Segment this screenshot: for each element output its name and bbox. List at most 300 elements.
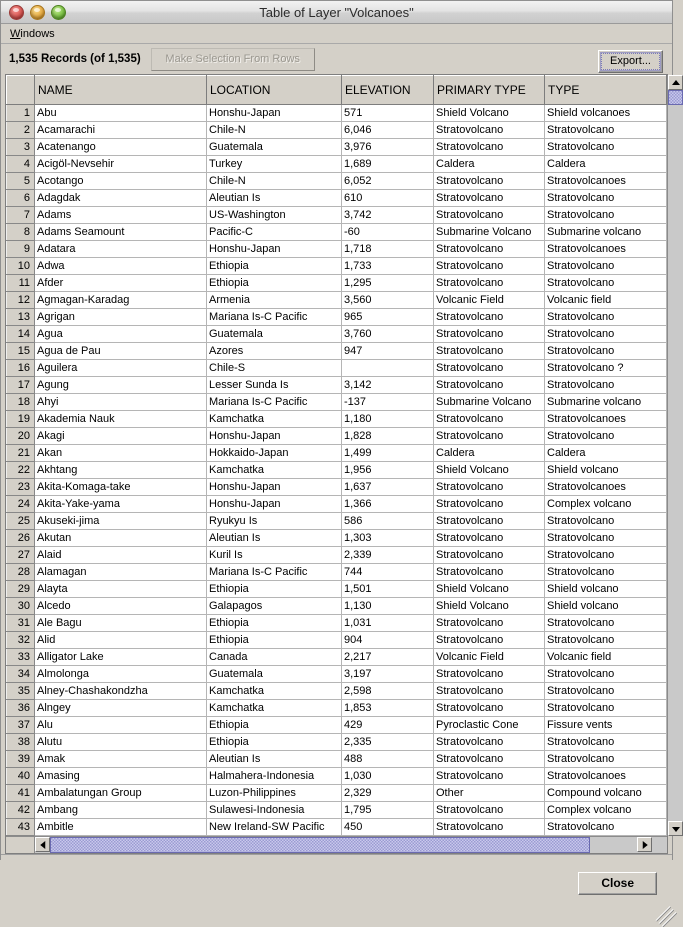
table-cell[interactable]: 1,853	[342, 700, 434, 717]
row-number-cell[interactable]: 29	[7, 581, 35, 598]
row-number-cell[interactable]: 9	[7, 241, 35, 258]
table-cell[interactable]: 450	[342, 819, 434, 836]
table-cell[interactable]: Ethiopia	[207, 275, 342, 292]
table-cell[interactable]: Stratovolcanoes	[545, 173, 667, 190]
row-number-cell[interactable]: 37	[7, 717, 35, 734]
table-cell[interactable]: US-Washington	[207, 207, 342, 224]
row-number-cell[interactable]: 11	[7, 275, 35, 292]
data-grid[interactable]	[6, 75, 667, 836]
table-cell[interactable]: Stratovolcano	[434, 819, 545, 836]
table-cell[interactable]: Stratovolcano	[545, 343, 667, 360]
table-cell[interactable]: Stratovolcano	[434, 683, 545, 700]
table-row[interactable]	[7, 173, 667, 190]
table-cell[interactable]: Fissure vents	[545, 717, 667, 734]
table-cell[interactable]: Caldera	[434, 445, 545, 462]
table-cell[interactable]: 947	[342, 343, 434, 360]
table-cell[interactable]: Honshu-Japan	[207, 105, 342, 122]
table-cell[interactable]: Ryukyu Is	[207, 513, 342, 530]
table-cell[interactable]: 3,560	[342, 292, 434, 309]
table-cell[interactable]: Stratovolcano	[545, 122, 667, 139]
table-cell[interactable]: 571	[342, 105, 434, 122]
table-cell[interactable]: Adagdak	[35, 190, 207, 207]
table-cell[interactable]: 1,030	[342, 768, 434, 785]
table-row[interactable]	[7, 139, 667, 156]
row-number-cell[interactable]: 26	[7, 530, 35, 547]
table-cell[interactable]: Akuseki-jima	[35, 513, 207, 530]
table-cell[interactable]: 1,501	[342, 581, 434, 598]
table-cell[interactable]: Akademia Nauk	[35, 411, 207, 428]
table-cell[interactable]: 2,329	[342, 785, 434, 802]
table-cell[interactable]: Stratovolcano	[545, 751, 667, 768]
table-cell[interactable]: Stratovolcanoes	[545, 411, 667, 428]
table-row[interactable]	[7, 445, 667, 462]
table-cell[interactable]: Ethiopia	[207, 615, 342, 632]
table-cell[interactable]: Alamagan	[35, 564, 207, 581]
table-cell[interactable]: Stratovolcano	[545, 275, 667, 292]
row-number-cell[interactable]: 17	[7, 377, 35, 394]
table-cell[interactable]: Alcedo	[35, 598, 207, 615]
table-row[interactable]	[7, 326, 667, 343]
menu-item-windows[interactable]	[6, 27, 59, 41]
table-row[interactable]	[7, 734, 667, 751]
table-cell[interactable]: Stratovolcano	[434, 411, 545, 428]
table-row[interactable]	[7, 122, 667, 139]
table-cell[interactable]: Acamarachi	[35, 122, 207, 139]
table-cell[interactable]: Honshu-Japan	[207, 241, 342, 258]
resize-grip-icon[interactable]	[657, 902, 671, 916]
table-cell[interactable]: Stratovolcano	[434, 139, 545, 156]
vertical-scrollbar[interactable]	[667, 75, 683, 836]
horizontal-scrollbar[interactable]	[6, 836, 667, 853]
table-row[interactable]	[7, 190, 667, 207]
table-cell[interactable]: Akutan	[35, 530, 207, 547]
table-row[interactable]	[7, 207, 667, 224]
table-cell[interactable]: Halmahera-Indonesia	[207, 768, 342, 785]
table-cell[interactable]: 1,956	[342, 462, 434, 479]
table-cell[interactable]: Armenia	[207, 292, 342, 309]
table-cell[interactable]: Galapagos	[207, 598, 342, 615]
table-cell[interactable]: 1,031	[342, 615, 434, 632]
table-row[interactable]	[7, 547, 667, 564]
table-cell[interactable]: Complex volcano	[545, 802, 667, 819]
table-cell[interactable]: 1,303	[342, 530, 434, 547]
table-cell[interactable]: Stratovolcano	[434, 190, 545, 207]
table-cell[interactable]: Stratovolcano	[434, 122, 545, 139]
table-row[interactable]	[7, 717, 667, 734]
row-number-cell[interactable]: 28	[7, 564, 35, 581]
table-cell[interactable]: Agrigan	[35, 309, 207, 326]
table-cell[interactable]: Hokkaido-Japan	[207, 445, 342, 462]
table-cell[interactable]: Stratovolcano	[545, 700, 667, 717]
zoom-light[interactable]	[51, 5, 66, 20]
table-cell[interactable]: Stratovolcano	[434, 700, 545, 717]
table-cell[interactable]: Stratovolcano	[434, 241, 545, 258]
row-number-cell[interactable]: 43	[7, 819, 35, 836]
table-cell[interactable]: Canada	[207, 649, 342, 666]
row-number-cell[interactable]: 7	[7, 207, 35, 224]
row-number-cell[interactable]: 8	[7, 224, 35, 241]
table-cell[interactable]: Adatara	[35, 241, 207, 258]
table-cell[interactable]: 3,142	[342, 377, 434, 394]
table-cell[interactable]: Kamchatka	[207, 462, 342, 479]
table-cell[interactable]: Stratovolcano	[434, 173, 545, 190]
table-cell[interactable]: Submarine volcano	[545, 224, 667, 241]
table-cell[interactable]: Stratovolcano	[545, 530, 667, 547]
table-row[interactable]	[7, 428, 667, 445]
table-cell[interactable]: Guatemala	[207, 666, 342, 683]
table-cell[interactable]: 3,197	[342, 666, 434, 683]
table-cell[interactable]: -60	[342, 224, 434, 241]
row-number-cell[interactable]: 14	[7, 326, 35, 343]
table-cell[interactable]: Compound volcano	[545, 785, 667, 802]
row-number-cell[interactable]: 33	[7, 649, 35, 666]
row-number-cell[interactable]: 23	[7, 479, 35, 496]
table-cell[interactable]: Honshu-Japan	[207, 496, 342, 513]
table-row[interactable]	[7, 751, 667, 768]
table-cell[interactable]: Stratovolcano	[434, 428, 545, 445]
table-row[interactable]	[7, 768, 667, 785]
table-cell[interactable]: Submarine volcano	[545, 394, 667, 411]
table-cell[interactable]: Stratovolcano	[545, 683, 667, 700]
table-cell[interactable]: 1,499	[342, 445, 434, 462]
table-cell[interactable]: Pyroclastic Cone	[434, 717, 545, 734]
table-row[interactable]	[7, 258, 667, 275]
row-number-cell[interactable]: 3	[7, 139, 35, 156]
table-cell[interactable]: Stratovolcano	[434, 768, 545, 785]
table-row[interactable]	[7, 802, 667, 819]
table-cell[interactable]: 1,295	[342, 275, 434, 292]
table-cell[interactable]: Stratovolcano	[545, 615, 667, 632]
header-corner[interactable]	[7, 76, 35, 105]
table-cell[interactable]: Shield Volcano	[434, 581, 545, 598]
table-cell[interactable]: Agua de Pau	[35, 343, 207, 360]
table-cell[interactable]: Stratovolcanoes	[545, 241, 667, 258]
row-number-cell[interactable]: 12	[7, 292, 35, 309]
table-cell[interactable]: Shield Volcano	[434, 462, 545, 479]
table-cell[interactable]: Chile-S	[207, 360, 342, 377]
table-cell[interactable]: Acigöl-Nevsehir	[35, 156, 207, 173]
row-number-cell[interactable]: 13	[7, 309, 35, 326]
table-cell[interactable]: 2,339	[342, 547, 434, 564]
row-number-cell[interactable]: 38	[7, 734, 35, 751]
table-row[interactable]	[7, 819, 667, 836]
table-cell[interactable]: 1,366	[342, 496, 434, 513]
table-cell[interactable]: New Ireland-SW Pacific	[207, 819, 342, 836]
table-cell[interactable]: Abu	[35, 105, 207, 122]
table-cell[interactable]: Volcanic field	[545, 292, 667, 309]
column-header-name[interactable]: NAME	[35, 76, 207, 105]
table-cell[interactable]: Stratovolcano	[434, 751, 545, 768]
row-number-cell[interactable]: 36	[7, 700, 35, 717]
table-cell[interactable]: Shield Volcano	[434, 598, 545, 615]
table-row[interactable]	[7, 343, 667, 360]
table-cell[interactable]: Stratovolcano	[434, 734, 545, 751]
table-cell[interactable]: Guatemala	[207, 139, 342, 156]
table-cell[interactable]: Ethiopia	[207, 717, 342, 734]
table-cell[interactable]: Honshu-Japan	[207, 479, 342, 496]
table-row[interactable]	[7, 513, 667, 530]
table-row[interactable]	[7, 700, 667, 717]
table-cell[interactable]: Stratovolcanoes	[545, 479, 667, 496]
row-number-cell[interactable]: 24	[7, 496, 35, 513]
table-cell[interactable]: Agung	[35, 377, 207, 394]
column-header-location[interactable]: LOCATION	[207, 76, 342, 105]
table-cell[interactable]: Mariana Is-C Pacific	[207, 394, 342, 411]
table-cell[interactable]: Stratovolcano	[434, 615, 545, 632]
table-cell[interactable]: Stratovolcano	[434, 207, 545, 224]
table-row[interactable]	[7, 479, 667, 496]
row-number-cell[interactable]: 21	[7, 445, 35, 462]
table-cell[interactable]: Sulawesi-Indonesia	[207, 802, 342, 819]
table-cell[interactable]: 1,828	[342, 428, 434, 445]
table-cell[interactable]: Stratovolcano	[434, 258, 545, 275]
table-cell[interactable]: Stratovolcano	[434, 513, 545, 530]
column-header-primary-type[interactable]: PRIMARY TYPE	[434, 76, 545, 105]
horizontal-scroll-track[interactable]	[50, 837, 637, 853]
table-cell[interactable]: Stratovolcano	[545, 326, 667, 343]
scroll-left-button[interactable]	[35, 837, 50, 852]
table-cell[interactable]: Guatemala	[207, 326, 342, 343]
table-cell[interactable]: Akagi	[35, 428, 207, 445]
table-cell[interactable]: 429	[342, 717, 434, 734]
row-number-cell[interactable]: 22	[7, 462, 35, 479]
export-button[interactable]	[598, 50, 663, 73]
table-cell[interactable]: Shield Volcano	[434, 105, 545, 122]
table-cell[interactable]: Volcanic Field	[434, 292, 545, 309]
table-cell[interactable]: Ethiopia	[207, 581, 342, 598]
table-cell[interactable]: Alaid	[35, 547, 207, 564]
minimize-light[interactable]	[30, 5, 45, 20]
table-cell[interactable]: Stratovolcano	[545, 513, 667, 530]
table-row[interactable]	[7, 224, 667, 241]
table-cell[interactable]: Turkey	[207, 156, 342, 173]
horizontal-scroll-body[interactable]	[35, 837, 652, 853]
table-cell[interactable]: Stratovolcano	[434, 802, 545, 819]
table-cell[interactable]: Akita-Komaga-take	[35, 479, 207, 496]
table-cell[interactable]: Stratovolcano	[545, 190, 667, 207]
table-row[interactable]	[7, 666, 667, 683]
row-number-cell[interactable]: 4	[7, 156, 35, 173]
table-cell[interactable]: Agmagan-Karadag	[35, 292, 207, 309]
table-row[interactable]	[7, 105, 667, 122]
table-row[interactable]	[7, 156, 667, 173]
table-cell[interactable]: Aleutian Is	[207, 190, 342, 207]
table-cell[interactable]: Ethiopia	[207, 258, 342, 275]
table-cell[interactable]: Stratovolcano	[545, 428, 667, 445]
table-cell[interactable]: 610	[342, 190, 434, 207]
scroll-up-button[interactable]	[668, 75, 683, 90]
table-row[interactable]	[7, 394, 667, 411]
table-cell[interactable]: Stratovolcano	[545, 632, 667, 649]
table-cell[interactable]: Stratovolcano	[434, 326, 545, 343]
table-cell[interactable]: Pacific-C	[207, 224, 342, 241]
row-number-cell[interactable]: 16	[7, 360, 35, 377]
table-cell[interactable]: Akan	[35, 445, 207, 462]
row-number-cell[interactable]: 35	[7, 683, 35, 700]
table-cell[interactable]: 1,130	[342, 598, 434, 615]
table-cell[interactable]: Afder	[35, 275, 207, 292]
table-cell[interactable]: Stratovolcano	[434, 564, 545, 581]
table-cell[interactable]: 2,217	[342, 649, 434, 666]
row-number-cell[interactable]: 6	[7, 190, 35, 207]
table-cell[interactable]: Stratovolcano	[545, 258, 667, 275]
table-cell[interactable]: 6,046	[342, 122, 434, 139]
table-cell[interactable]: Mariana Is-C Pacific	[207, 309, 342, 326]
table-cell[interactable]: Luzon-Philippines	[207, 785, 342, 802]
table-cell[interactable]: 3,760	[342, 326, 434, 343]
row-number-cell[interactable]: 5	[7, 173, 35, 190]
table-cell[interactable]: Amasing	[35, 768, 207, 785]
row-number-cell[interactable]: 19	[7, 411, 35, 428]
table-cell[interactable]: Honshu-Japan	[207, 428, 342, 445]
table-cell[interactable]: Stratovolcanoes	[545, 768, 667, 785]
table-cell[interactable]: Kamchatka	[207, 411, 342, 428]
table-cell[interactable]: Almolonga	[35, 666, 207, 683]
table-cell[interactable]: 2,598	[342, 683, 434, 700]
table-cell[interactable]: Stratovolcano	[434, 275, 545, 292]
table-cell[interactable]: Complex volcano	[545, 496, 667, 513]
table-cell[interactable]: Stratovolcano	[434, 666, 545, 683]
table-cell[interactable]: Aleutian Is	[207, 530, 342, 547]
table-cell[interactable]: Shield volcanoes	[545, 105, 667, 122]
table-cell[interactable]: Stratovolcano	[434, 547, 545, 564]
table-cell[interactable]: Stratovolcano	[545, 309, 667, 326]
table-cell[interactable]: Stratovolcano	[545, 564, 667, 581]
table-cell[interactable]: Ambang	[35, 802, 207, 819]
row-number-cell[interactable]: 41	[7, 785, 35, 802]
table-cell[interactable]: Akhtang	[35, 462, 207, 479]
row-number-cell[interactable]: 20	[7, 428, 35, 445]
table-cell[interactable]: Stratovolcano	[434, 309, 545, 326]
table-row[interactable]	[7, 496, 667, 513]
table-cell[interactable]: Ambitle	[35, 819, 207, 836]
table-cell[interactable]: -137	[342, 394, 434, 411]
table-cell[interactable]: Shield volcano	[545, 462, 667, 479]
row-number-cell[interactable]: 25	[7, 513, 35, 530]
table-cell[interactable]: 965	[342, 309, 434, 326]
table-row[interactable]	[7, 309, 667, 326]
row-number-cell[interactable]: 10	[7, 258, 35, 275]
table-cell[interactable]: Stratovolcano	[545, 547, 667, 564]
table-cell[interactable]: Amak	[35, 751, 207, 768]
table-cell[interactable]: 6,052	[342, 173, 434, 190]
row-number-cell[interactable]: 15	[7, 343, 35, 360]
table-cell[interactable]: Stratovolcano	[545, 734, 667, 751]
row-number-cell[interactable]: 18	[7, 394, 35, 411]
table-cell[interactable]: Stratovolcano	[434, 343, 545, 360]
table-cell[interactable]	[342, 360, 434, 377]
row-number-cell[interactable]: 34	[7, 666, 35, 683]
table-row[interactable]	[7, 411, 667, 428]
table-cell[interactable]: Agua	[35, 326, 207, 343]
table-row[interactable]	[7, 564, 667, 581]
table-cell[interactable]: 1,718	[342, 241, 434, 258]
table-row[interactable]	[7, 632, 667, 649]
table-cell[interactable]: 488	[342, 751, 434, 768]
table-cell[interactable]: Acotango	[35, 173, 207, 190]
column-header-type[interactable]: TYPE	[545, 76, 667, 105]
table-cell[interactable]: Kamchatka	[207, 683, 342, 700]
table-cell[interactable]: Chile-N	[207, 173, 342, 190]
table-cell[interactable]: Shield volcano	[545, 598, 667, 615]
table-cell[interactable]: 1,180	[342, 411, 434, 428]
table-cell[interactable]: Aguilera	[35, 360, 207, 377]
vertical-scroll-thumb[interactable]	[668, 90, 683, 105]
table-cell[interactable]: Lesser Sunda Is	[207, 377, 342, 394]
table-cell[interactable]: Caldera	[545, 156, 667, 173]
table-cell[interactable]: Volcanic field	[545, 649, 667, 666]
table-cell[interactable]: Azores	[207, 343, 342, 360]
table-cell[interactable]: Stratovolcano	[545, 207, 667, 224]
table-row[interactable]	[7, 649, 667, 666]
table-cell[interactable]: Stratovolcano	[434, 360, 545, 377]
table-cell[interactable]: 744	[342, 564, 434, 581]
row-number-cell[interactable]: 30	[7, 598, 35, 615]
row-number-cell[interactable]: 2	[7, 122, 35, 139]
table-cell[interactable]: Alid	[35, 632, 207, 649]
table-cell[interactable]: Other	[434, 785, 545, 802]
scroll-down-button[interactable]	[668, 821, 683, 836]
table-cell[interactable]: 3,742	[342, 207, 434, 224]
table-row[interactable]	[7, 581, 667, 598]
table-cell[interactable]: Adwa	[35, 258, 207, 275]
make-selection-from-rows-button[interactable]: Make Selection From Rows	[151, 48, 315, 71]
row-number-cell[interactable]: 42	[7, 802, 35, 819]
table-cell[interactable]: Akita-Yake-yama	[35, 496, 207, 513]
table-cell[interactable]: Caldera	[545, 445, 667, 462]
scroll-right-button[interactable]	[637, 837, 652, 852]
table-cell[interactable]: Alngey	[35, 700, 207, 717]
table-cell[interactable]: 1,637	[342, 479, 434, 496]
table-cell[interactable]: 586	[342, 513, 434, 530]
table-cell[interactable]: Adams Seamount	[35, 224, 207, 241]
table-row[interactable]	[7, 462, 667, 479]
table-cell[interactable]: Stratovolcano	[434, 496, 545, 513]
table-cell[interactable]: Adams	[35, 207, 207, 224]
table-row[interactable]	[7, 360, 667, 377]
table-row[interactable]	[7, 275, 667, 292]
row-number-cell[interactable]: 40	[7, 768, 35, 785]
table-row[interactable]	[7, 530, 667, 547]
table-cell[interactable]: 2,335	[342, 734, 434, 751]
table-cell[interactable]: Alayta	[35, 581, 207, 598]
table-cell[interactable]: Ethiopia	[207, 734, 342, 751]
table-cell[interactable]: Alutu	[35, 734, 207, 751]
close-light[interactable]	[9, 5, 24, 20]
vertical-scroll-track[interactable]	[668, 90, 683, 821]
table-cell[interactable]: Alu	[35, 717, 207, 734]
table-cell[interactable]: 1,733	[342, 258, 434, 275]
table-cell[interactable]: Kuril Is	[207, 547, 342, 564]
table-cell[interactable]: 3,976	[342, 139, 434, 156]
table-cell[interactable]: Ale Bagu	[35, 615, 207, 632]
table-cell[interactable]: Chile-N	[207, 122, 342, 139]
table-cell[interactable]: Shield volcano	[545, 581, 667, 598]
table-row[interactable]	[7, 377, 667, 394]
table-cell[interactable]: Stratovolcano	[545, 377, 667, 394]
table-cell[interactable]: Kamchatka	[207, 700, 342, 717]
table-cell[interactable]: 1,795	[342, 802, 434, 819]
table-row[interactable]	[7, 598, 667, 615]
table-cell[interactable]: 1,689	[342, 156, 434, 173]
table-cell[interactable]: Stratovolcano ?	[545, 360, 667, 377]
row-number-cell[interactable]: 1	[7, 105, 35, 122]
table-cell[interactable]: Stratovolcano	[434, 530, 545, 547]
table-cell[interactable]: Ethiopia	[207, 632, 342, 649]
table-row[interactable]	[7, 615, 667, 632]
table-cell[interactable]: Stratovolcano	[434, 377, 545, 394]
table-cell[interactable]: Alney-Chashakondzha	[35, 683, 207, 700]
